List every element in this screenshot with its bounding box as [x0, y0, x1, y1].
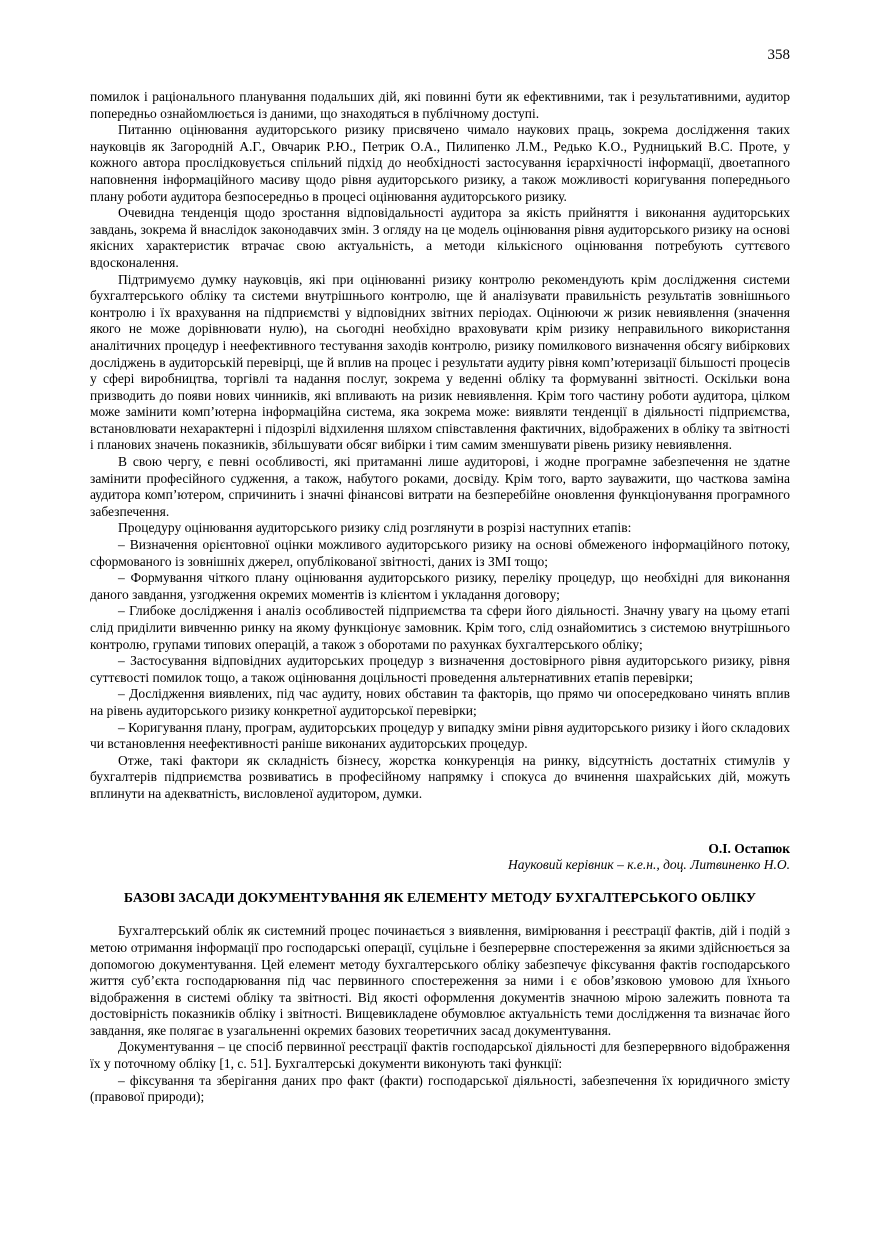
byline	[90, 841, 790, 874]
list-item-paragraph: – фіксування та зберігання даних про факт (факти) господарської діяльності, забезпечення їх юридичного змісту (правової природи);	[90, 1072, 790, 1105]
list-item-paragraph: – Формування чіткого плану оцінювання аудиторського ризику, переліку процедур, що необхідні для виконання даного завдання, узгодження окремих моментів із клієнтом і укладання договору;	[90, 570, 790, 602]
page-number: 358	[767, 47, 790, 63]
paragraph: помилок і раціонального планування подальших дій, які повинні бути як ефективними, так і результативними, аудитор попередньо ознайомлюється із даними, що знаходяться в публічному доступі.	[90, 89, 790, 121]
list-item-paragraph: – Застосування відповідних аудиторських процедур з визначення достовірного рівня аудиторського ризику, рівня суттєвості помилок тощо, а також оцінювання доцільності проведення альтернативних етапів перевірки;	[90, 653, 790, 685]
paragraph: Документування – це спосіб первинної реєстрації фактів господарської діяльності для безперервного відображення їх у поточному обліку [1, с. 51]. Бухгалтерські документи виконують такі функції:	[90, 1039, 790, 1072]
article-continuation-body	[90, 89, 790, 803]
list-item-paragraph: – Глибоке дослідження і аналіз особливостей підприємства та сфери його діяльності. Значну увагу на цьому етапі слід приділити вивченню ринку на якому функціонує замовник. Крім того, слід ознайомитись з системою внутрішнього контролю, групами типових операцій, а також з оборотами по рахунках бухгалтерського обліку;	[90, 603, 790, 652]
supervisor-line: Науковий керівник – к.е.н., доц. Литвиненко Н.О.	[508, 857, 790, 873]
paragraph: Бухгалтерський облік як системний процес починається з виявлення, вимірювання і реєстрації фактів, дій і подій з метою отримання інформації про господарські операції, суцільне і безперервне спостереження за якими здійснюється за допомогою документування. Цей елемент методу бухгалтерського обліку забезпечує фіксування фактів господарського життя суб’єкта господарювання під час первинного спостереження за ними і є обов’язковою умовою для їхнього відображення в системі обліку та звітності. Від якості оформлення документів значною мірою залежить повнота та достовірність показників обліку і звітності. Вищевикладене обумовлює актуальність теми дослідження та визначає його завдання, яке полягає в узагальненні окремих базових теоретичних засад документування.	[90, 923, 790, 1038]
paragraph: Очевидна тенденція щодо зростання відповідальності аудитора за якість прийняття і виконання аудиторських завдань, зокрема й внаслідок законодавчих змін. З огляду на це модель оцінювання рівня аудиторського ризику на основі якісних характеристик втрачає свою актуальність, а методи кількісного оцінювання потребують суттєвого вдосконалення.	[90, 205, 790, 270]
paragraph: Процедуру оцінювання аудиторського ризику слід розглянути в розрізі наступних етапів:	[118, 520, 632, 536]
author-name: О.І. Остапюк	[708, 840, 790, 856]
paragraph: Питанню оцінювання аудиторського ризику присвячено чимало наукових праць, зокрема дослідження таких науковців як Загородній А.Г., Овчарик Р.Ю., Петрик О.А., Пилипенко Л.М., Редько К.О., Рудницький В.С. Проте, у кожного автора прослідковується спільний підхід до необхідності застосування ієрархічності інформації, двоетапного наповнення інформаційного масиву щодо рівня аудиторського ризику, а також можливості коригування попереднього плану роботи аудитора безпосередньо в процесі оцінювання аудиторського ризику.	[90, 122, 790, 204]
list-item-paragraph: – Коригування плану, програм, аудиторських процедур у випадку зміни рівня аудиторського ризику і його складових чи встановлення неефективності раніше виконаних аудиторських процедур.	[90, 719, 790, 752]
article-title: БАЗОВІ ЗАСАДИ ДОКУМЕНТУВАННЯ ЯК ЕЛЕМЕНТУ МЕТОДУ БУХГАЛТЕРСЬКОГО ОБЛІКУ	[123, 889, 757, 905]
paragraph: Отже, такі фактори як складність бізнесу, жорстка конкуренція на ринку, відсутність достатніх стимулів у бухгалтерів підприємства розвиватись в професійному напрямку і спокуса до вчинення шахрайських дій, можуть вплинути на адекватність, висловленої аудитором, думки.	[90, 752, 790, 801]
paragraph: В свою чергу, є певні особливості, які притаманні лише аудиторові, і жодне програмне забезпечення не здатне замінити професійного судження, а також, набутого роками, досвіду. Крім того, варто зауважити, що часткова заміна аудитора комп’ютером, спричинить і значні фінансові витрати на безперебійне оновлення функціонування програмного забезпечення.	[90, 454, 790, 519]
list-item-paragraph: – Дослідження виявлених, під час аудиту, нових обставин та факторів, що прямо чи опосередковано чинять вплив на рівень аудиторського ризику конкретної аудиторської перевірки;	[90, 686, 790, 718]
list-item-paragraph: – Визначення орієнтовної оцінки можливого аудиторського ризику на основі обмеженого інформаційного потоку, сформованого із зовнішніх джерел, опублікованої звітності, даних із ЗМІ тощо;	[90, 537, 790, 569]
paragraph: Підтримуємо думку науковців, які при оцінюванні ризику контролю рекомендують крім дослідження системи бухгалтерського обліку та системи внутрішнього контролю, ще й аналізувати правильність результатів зовнішнього контролю і їх врахування на підприємстві у відповідних звітних періодах. Оцінюючи ж ризик невиявлення (значення якого не може дорівнювати нулю), на сьогодні необхідно враховувати крім ризику неправильного використання аналітичних процедур і неефективного тестування заходів контролю, ризику помилкового визначення обсягу вибіркових досліджень в аудиторській перевірці, ще й вплив на процес і результати аудиту рівня комп’ютеризації більшості процесів у сфері виробництва, торгівлі та надання послуг, зокрема у веденні обліку та формуванні звітності. Оскільки вона призводить до появи нових чинників, які впливають на ризик невиявлення. Крім того частину роботи аудитора, цілком може замінити комп’ютерна інформаційна система, яка зокрема може: виявляти тенденції в діяльності підприємства, встановлювати нехарактерні і підозрілі відхилення шляхом співставлення фактичних, відображених в обліку та звітності і планових значень показників, збільшувати обсяг вибірки і тим самим зменшувати рівень ризику невиявлення.	[90, 271, 790, 453]
article-body	[90, 923, 790, 1106]
